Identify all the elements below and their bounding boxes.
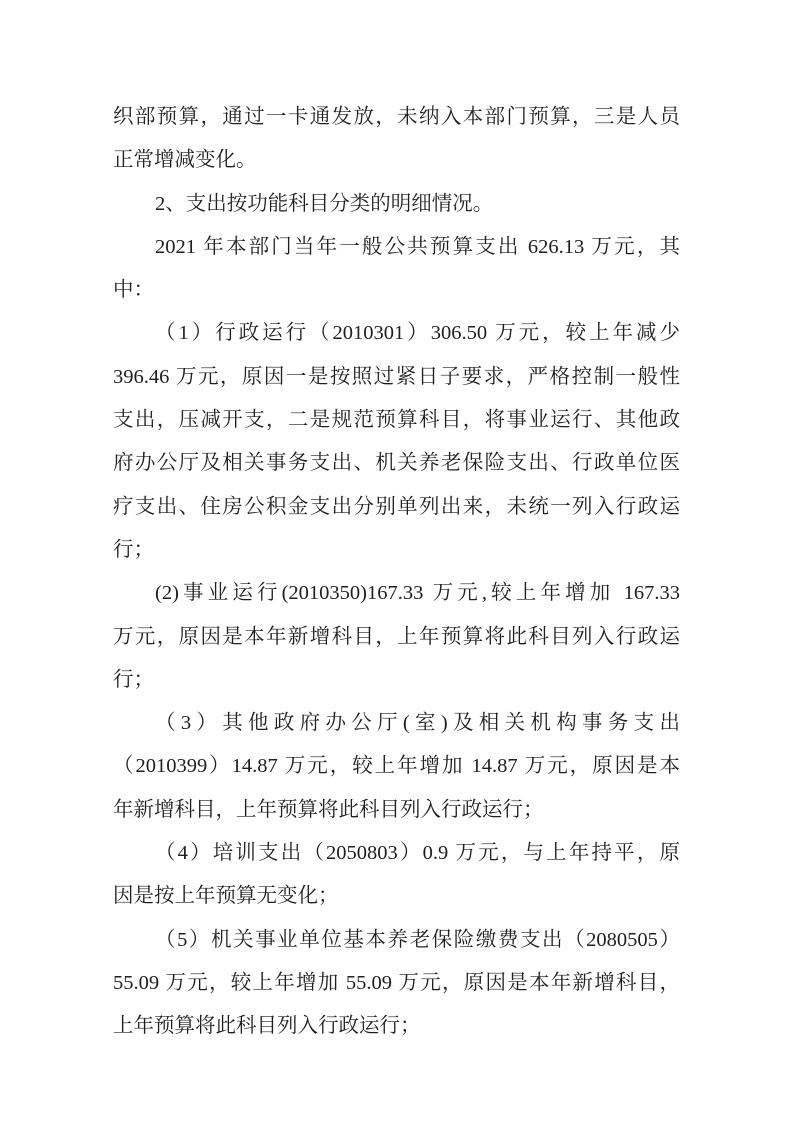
text-line: 疗支出、住房公积金支出分别单列出来，未统一列入行政运	[113, 495, 680, 518]
text-line: 2021 年本部门当年一般公共预算支出 626.13 万元，其	[155, 235, 680, 258]
text-line: 中：	[113, 279, 154, 302]
text-line: 因是按上年预算无变化；	[113, 885, 339, 908]
text-line: 2、支出按功能科目分类的明细情况。	[155, 192, 494, 215]
text-line: 年新增科目，上年预算将此科目列入行政运行；	[113, 798, 544, 821]
text-line: 支出，压减开支，二是规范预算科目，将事业运行、其他政	[113, 409, 680, 432]
text-line: (2)事业运行(2010350)167.33 万元,较上年增加 167.33	[155, 582, 680, 605]
text-line: （1）行政运行（2010301）306.50 万元，较上年减少	[155, 322, 680, 345]
text-line: 396.46 万元，原因一是按照过紧日子要求，严格控制一般性	[113, 365, 680, 388]
document-body	[113, 96, 680, 1049]
text-line: 府办公厅及相关事务支出、机关养老保险支出、行政单位医	[113, 452, 680, 475]
text-line: （5）机关事业单位基本养老保险缴费支出（2080505）	[155, 928, 680, 951]
text-line: 行；	[113, 538, 154, 561]
text-line: （3）其他政府办公厅(室)及相关机构事务支出	[155, 712, 680, 735]
text-line: （4）培训支出（2050803）0.9 万元，与上年持平，原	[155, 842, 680, 865]
text-line: 万元，原因是本年新增科目，上年预算将此科目列入行政运	[113, 625, 680, 648]
text-line: 行；	[113, 668, 154, 691]
text-line: 织部预算，通过一卡通发放，未纳入本部门预算，三是人员	[113, 106, 680, 128]
text-line: 55.09 万元，较上年增加 55.09 万元，原因是本年新增科目，	[113, 971, 680, 994]
text-line: 上年预算将此科目列入行政运行；	[113, 1015, 421, 1038]
text-line: （2010399）14.87 万元，较上年增加 14.87 万元，原因是本	[113, 755, 680, 778]
text-line: 正常增减变化。	[113, 149, 257, 172]
